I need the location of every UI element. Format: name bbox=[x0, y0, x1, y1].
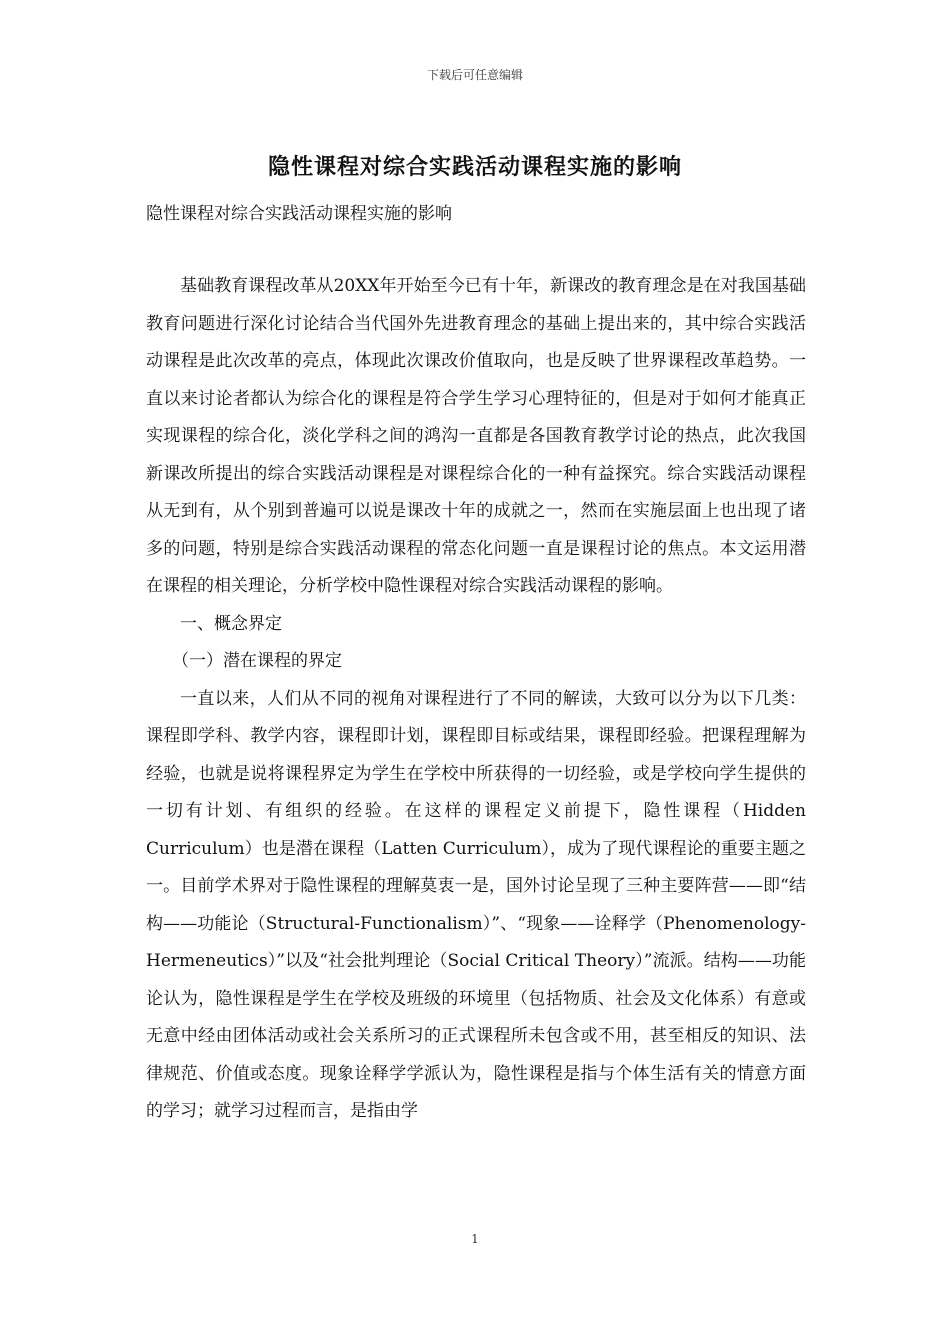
paragraph-intro: 基础教育课程改革从20XX年开始至今已有十年，新课改的教育理念是在对我国基础教育问题进行深化讨论结合当代国外先进教育理念的基础上提出来的，其中综合实践活动课程是此次改革的亮点，体现此次课改价值取向，也是反映了世界课程改革趋势。一直以来讨论者都认为综合化的课程是符合学生学习心理特征的，但是对于如何才能真正实现课程的综合化，淡化学科之间的鸿沟一直都是各国教育教学讨论的热点，此次我国新课改所提出的综合实践活动课程是对课程综合化的一种有益探究。综合实践活动课程从无到有，从个别到普遍可以说是课改十年的成就之一，然而在实施层面上也出现了诸多的问题，特别是综合实践活动课程的常态化问题一直是课程讨论的焦点。本文运用潜在课程的相关理论，分析学校中隐性课程对综合实践活动课程的影响。 bbox=[146, 276, 806, 596]
document-title: 隐性课程对综合实践活动课程实施的影响 bbox=[267, 154, 682, 180]
paragraph-definition: 一直以来，人们从不同的视角对课程进行了不同的解读，大致可以分为以下几类：课程即学科、教学内容，课程即计划，课程即目标或结果，课程即经验。把课程理解为经验，也就是说将课程界定为学生在学校中所获得的一切经验，或是学校向学生提供的一切有计划、有组织的经验。在这样的课程定义前提下，隐性课程（Hidden Curriculum）也是潜在课程（Latten Curriculum），成为了现代课程论的重要主题之一。目前学术界对于隐性课程的理解莫衷一是，国外讨论呈现了三种主要阵营——即“结构——功能论（Structural-Functionalism）”、“现象——诠释学（Phenomenology-Hermeneutics）”以及“社会批判理论（Social Critical Theory）”流派。结构——功能论认为，隐性课程是学生在学校及班级的环境里（包括物质、社会及文化体系）有意或无意中经由团体活动或社会关系所习的正式课程所未包含或不用，甚至相反的知识、法律规范、价值或态度。现象诠释学学派认为，隐性课程是指与个体生活有关的情意方面的学习；就学习过程而言，是指由学 bbox=[146, 688, 806, 1121]
document-subtitle: 隐性课程对综合实践活动课程实施的影响 bbox=[146, 204, 452, 224]
subsection-heading: （一）潜在课程的界定 bbox=[172, 651, 342, 671]
page-number: 1 bbox=[471, 1232, 479, 1246]
section-heading: 一、概念界定 bbox=[180, 613, 282, 634]
page-header-note: 下载后可任意编辑 bbox=[426, 68, 523, 82]
document-body bbox=[146, 268, 806, 1131]
